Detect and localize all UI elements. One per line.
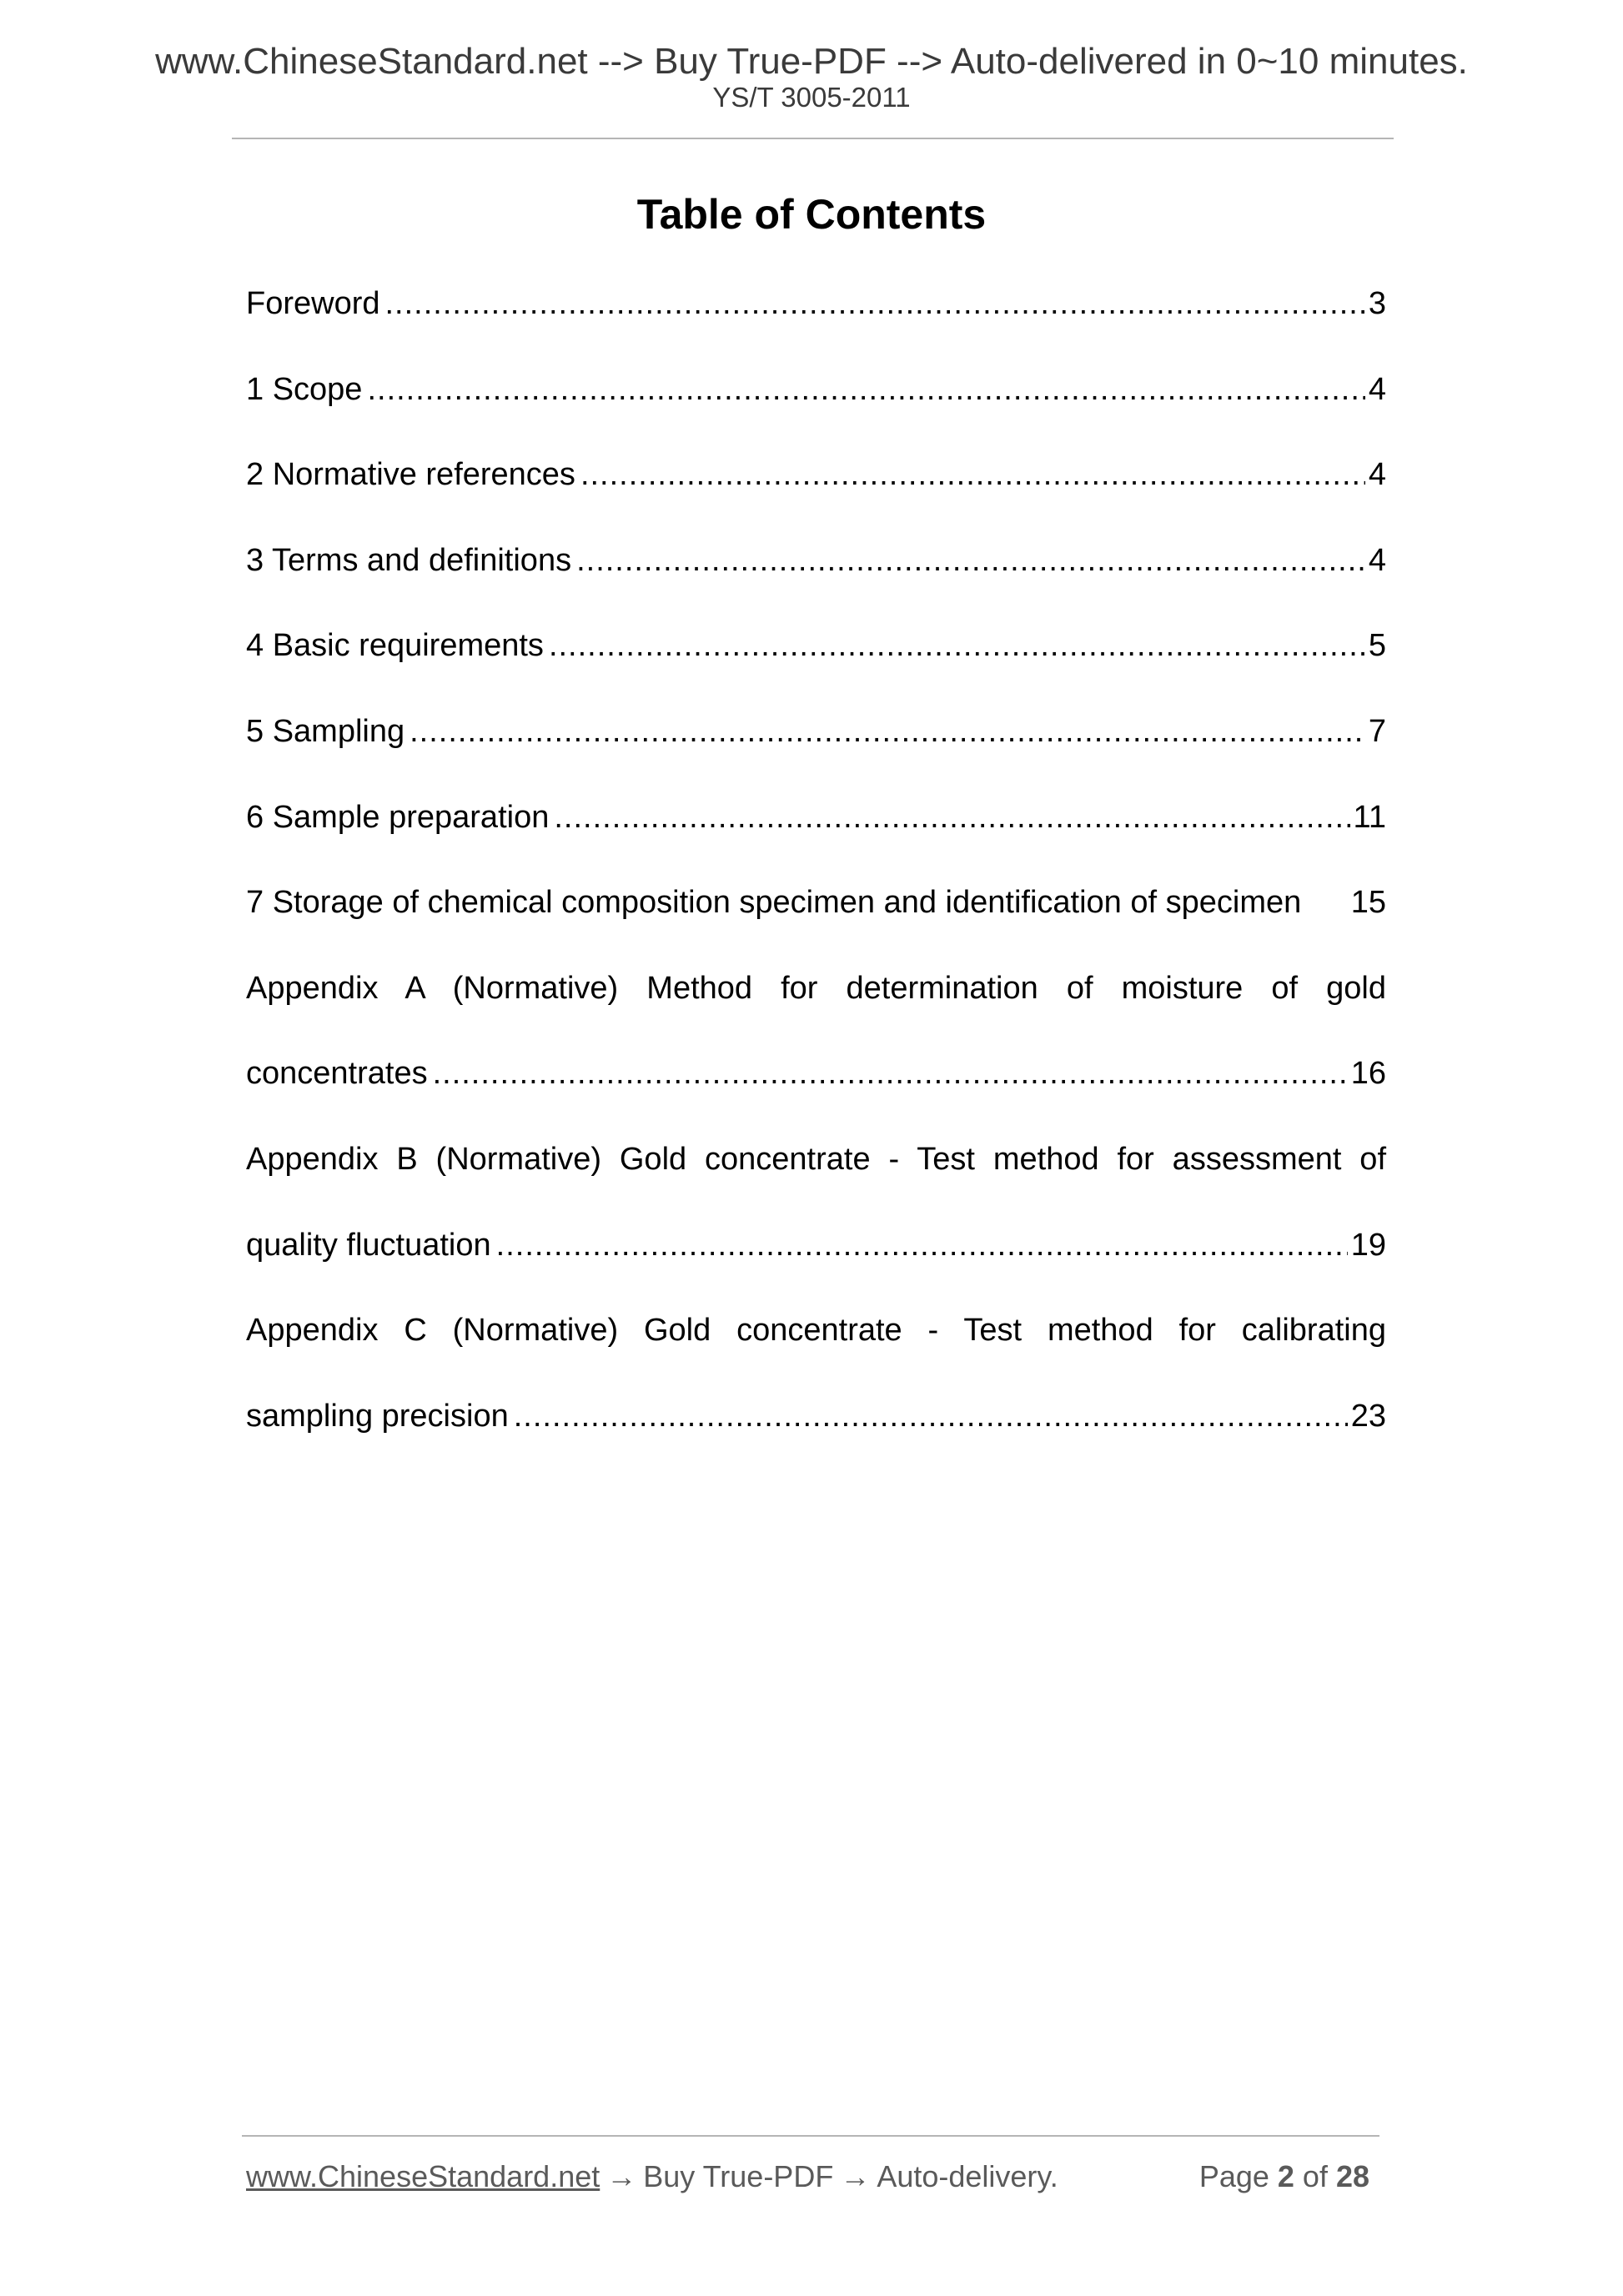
toc-entry-foreword[interactable]	[246, 279, 1386, 365]
toc-entry-sampling[interactable]	[246, 707, 1386, 793]
toc-page-number: 4	[1368, 542, 1386, 578]
arrow-right-icon: →	[606, 2159, 637, 2193]
toc-entry-terms-definitions[interactable]	[246, 536, 1386, 622]
toc-entry-appendix-b-line2[interactable]	[246, 1221, 1386, 1307]
page-label: Page	[1198, 2159, 1269, 2193]
toc-page-number: 7	[1368, 713, 1386, 749]
toc-page-number: 3	[1368, 286, 1386, 321]
toc-entry-storage[interactable]	[246, 878, 1386, 964]
toc-entry-text: sampling precision	[246, 1398, 509, 1434]
toc-page-number: 4	[1368, 371, 1386, 407]
toc-page-number: 16	[1350, 1056, 1386, 1092]
leader-dots	[385, 279, 1365, 328]
leader-dots	[576, 536, 1365, 585]
page-footer	[246, 2158, 1378, 2195]
toc-entry-appendix-a-line2[interactable]	[246, 1049, 1386, 1135]
page-title: Table of Contents	[636, 191, 987, 238]
toc-entry-text: Foreword	[246, 286, 380, 321]
header-divider	[232, 138, 1394, 139]
leader-dots	[433, 1049, 1348, 1098]
footer-site-link[interactable]: www.ChineseStandard.net	[246, 2159, 600, 2193]
toc-page-number: 5	[1368, 628, 1386, 664]
arrow-right-icon: →	[840, 2159, 871, 2193]
table-of-contents	[246, 279, 1386, 1477]
footer-divider	[242, 2135, 1379, 2137]
leader-dots	[554, 793, 1349, 842]
toc-page-number: 15	[1350, 885, 1386, 921]
toc-entry-appendix-c-line1[interactable]: Appendix C (Normative) Gold concentrate - Test method for calibrating	[246, 1313, 1386, 1349]
page-indicator	[1199, 2158, 1378, 2195]
footer-buy-text: Buy True-PDF	[643, 2159, 834, 2193]
toc-entry-basic-requirements[interactable]	[246, 621, 1386, 707]
site-banner: www.ChineseStandard.net --> Buy True-PDF --> Auto-delivered in 0~10 minutes.	[155, 41, 1468, 82]
toc-entry-text: concentrates	[246, 1056, 428, 1092]
toc-entry-appendix-c-line2[interactable]	[246, 1392, 1386, 1478]
toc-page-number: 11	[1353, 799, 1386, 835]
footer-delivery-text: Auto-delivery.	[877, 2159, 1058, 2193]
toc-page-number: 23	[1350, 1398, 1386, 1434]
toc-entry-text: 3 Terms and definitions	[246, 542, 572, 578]
page-of-label: of	[1302, 2159, 1328, 2193]
toc-entry-appendix-a-line1[interactable]: Appendix A (Normative) Method for determination of moisture of gold	[246, 970, 1386, 1006]
toc-page-number: 4	[1368, 457, 1386, 493]
toc-entry-normative-references[interactable]	[246, 450, 1386, 536]
footer-left	[246, 2158, 1058, 2195]
toc-entry-scope[interactable]	[246, 365, 1386, 451]
toc-entry-text: 7 Storage of chemical composition specimen and identification of specimen	[246, 885, 1302, 921]
toc-entry-text: 6 Sample preparation	[246, 799, 550, 835]
toc-entry-text: 5 Sampling	[246, 713, 405, 749]
toc-entry-text: 2 Normative references	[246, 457, 575, 493]
leader-dots	[549, 621, 1365, 670]
leader-dots	[580, 450, 1365, 499]
toc-entry-sample-preparation[interactable]	[246, 793, 1386, 879]
toc-entry-text: quality fluctuation	[246, 1227, 491, 1263]
total-page-count: 28	[1335, 2159, 1369, 2193]
toc-entry-text: 1 Scope	[246, 371, 363, 407]
leader-dots	[514, 1392, 1348, 1440]
toc-entry-text: 4 Basic requirements	[246, 628, 544, 664]
document-code: YS/T 3005-2011	[712, 82, 911, 113]
toc-page-number: 19	[1350, 1227, 1386, 1263]
leader-dots	[496, 1221, 1348, 1269]
leader-dots	[410, 707, 1365, 756]
toc-entry-appendix-b-line1[interactable]: Appendix B (Normative) Gold concentrate - Test method for assessment of	[246, 1141, 1386, 1177]
current-page-number: 2	[1277, 2159, 1294, 2193]
leader-dots	[367, 365, 1364, 414]
